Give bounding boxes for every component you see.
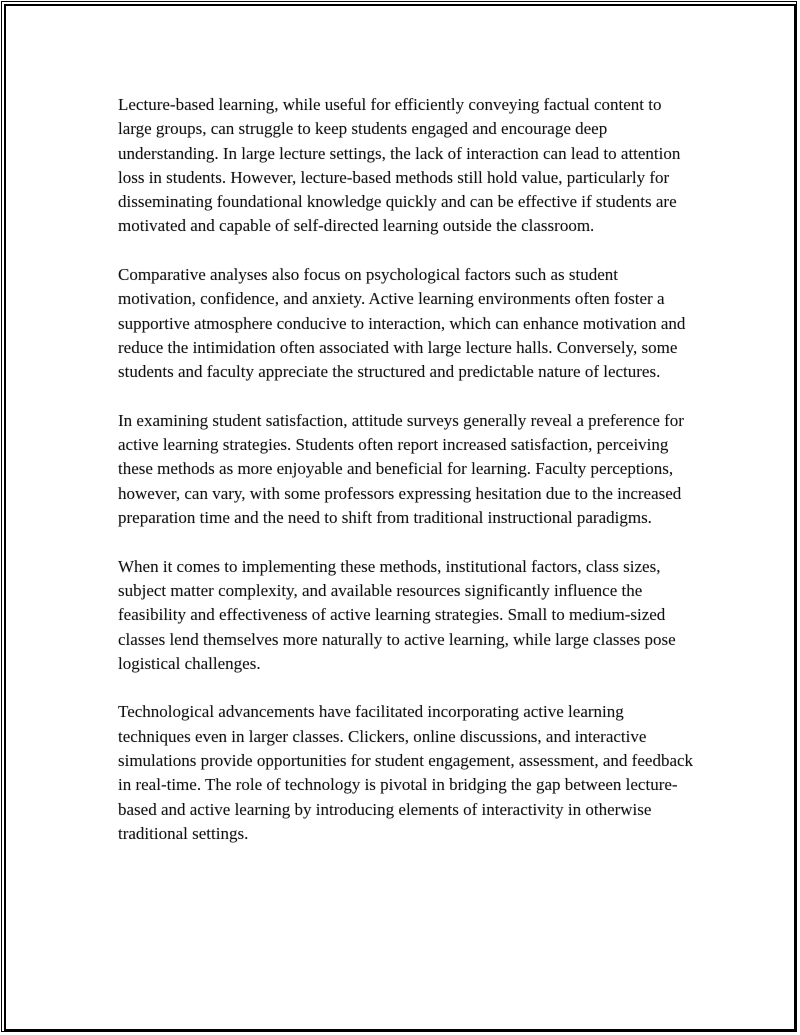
document-body <box>118 93 698 871</box>
paragraph-lecture-based-learning: Lecture-based learning, while useful for efficiently conveying factual content to large groups, can struggle to keep students engaged and encourage deep understanding. In large lecture settings, the lack of interaction can lead to attention loss in students. However, lecture-based methods still hold value, particularly for disseminating foundational knowledge quickly and can be effective if students are motivated and capable of self-directed learning outside the classroom. <box>118 95 681 236</box>
paragraph-technological-advancements: Technological advancements have facilitated incorporating active learning techniques even in larger classes. Clickers, online discussions, and interactive simulations provide opportunities for student engagement, assessment, and feedback in real-time. The role of technology is pivotal in bridging the gap between lecture-based and active learning by introducing elements of interactivity in otherwise traditional settings. <box>118 702 694 843</box>
paragraph-student-satisfaction: In examining student satisfaction, attitude surveys generally reveal a preference for active learning strategies. Students often report increased satisfaction, perceiving these methods as more enjoyable and beneficial for learning. Faculty perceptions, however, can vary, with some professors expressing hesitation due to the increased preparation time and the need to shift from traditional instructional paradigms. <box>118 410 684 528</box>
paragraph-implementation-factors: When it comes to implementing these methods, institutional factors, class sizes, subject matter complexity, and available resources significantly influence the feasibility and effectiveness of active learning strategies. Small to medium-sized classes lend themselves more naturally to active learning, while large classes pose logistical challenges. <box>118 556 676 673</box>
paragraph-psychological-factors: Comparative analyses also focus on psychological factors such as student motivation, confidence, and anxiety. Active learning environments often foster a supportive atmosphere conducive to interaction, which can enhance motivation and reduce the intimidation often associated with large lecture halls. Conversely, some students and faculty appreciate the structured and predictable nature of lectures. <box>118 265 686 382</box>
